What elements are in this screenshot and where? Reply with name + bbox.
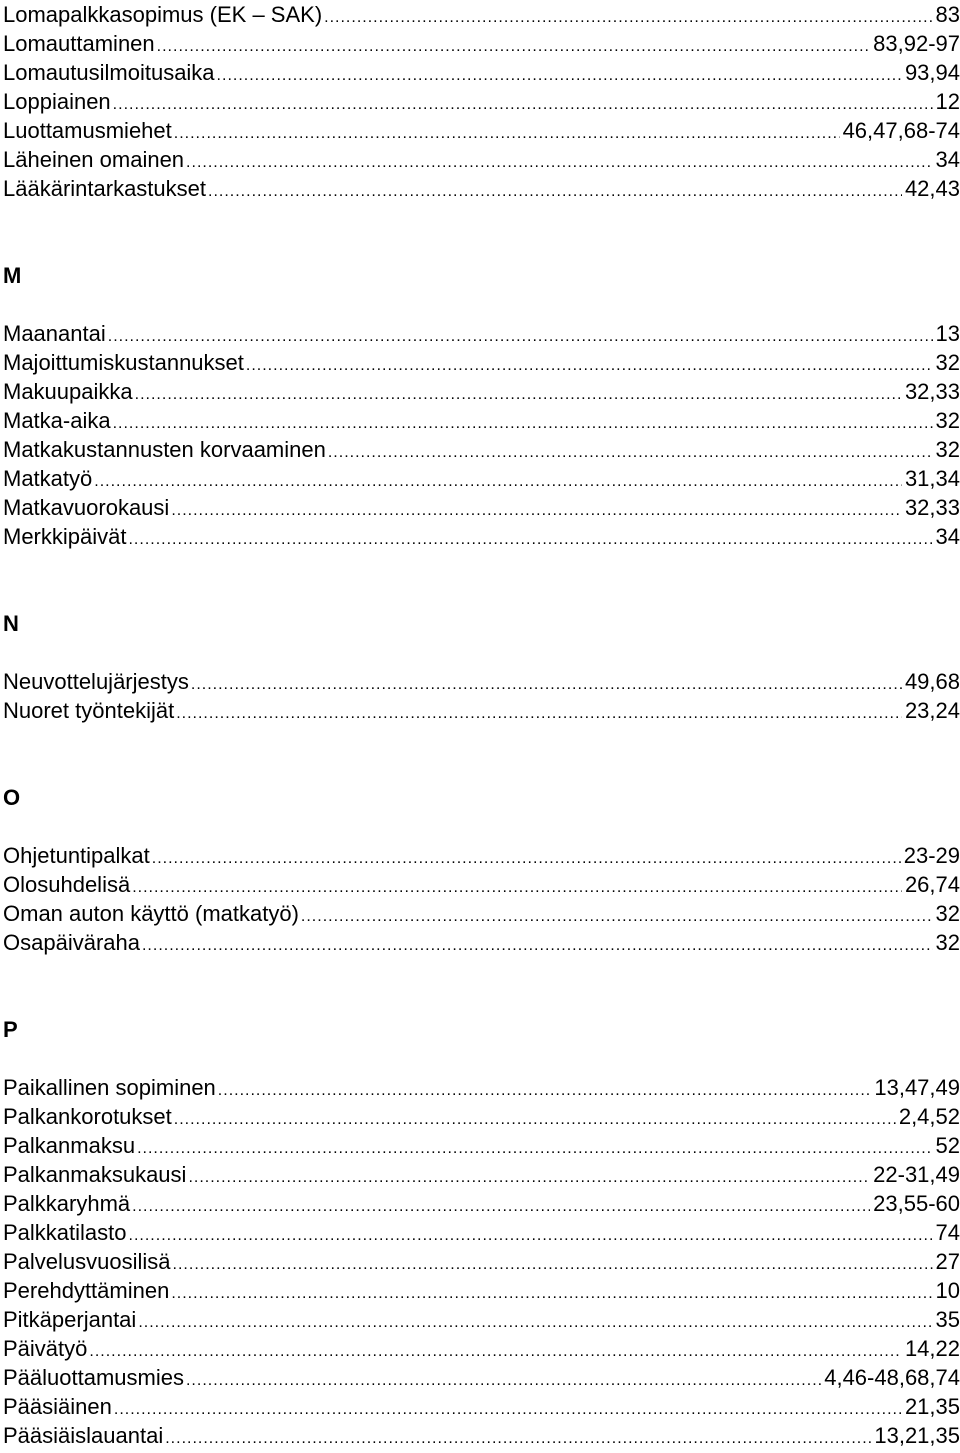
index-term: Ohjetuntipalkat <box>3 843 150 868</box>
dot-leader <box>208 177 902 206</box>
page-references: 52 <box>935 1133 960 1158</box>
page-references: 83 <box>935 2 960 27</box>
index-term: Makuupaikka <box>3 379 133 404</box>
index-term: Matkavuorokausi <box>3 495 170 520</box>
index-entry <box>3 435 960 464</box>
section-heading-p: P <box>3 1017 18 1042</box>
index-term: Paikallinen sopiminen <box>3 1075 216 1100</box>
dot-leader <box>108 322 933 351</box>
dot-leader <box>301 902 933 931</box>
index-entry <box>3 1276 960 1305</box>
page-references: 26,74 <box>904 872 960 897</box>
page-references: 32,33 <box>904 379 960 404</box>
index-entry <box>3 1218 960 1247</box>
alphabetical-index <box>3 0 960 1450</box>
index-entry <box>3 1131 960 1160</box>
index-entry <box>3 841 960 870</box>
index-entry <box>3 145 960 174</box>
page-references: 14,22 <box>904 1336 960 1361</box>
index-term: Lomauttaminen <box>3 31 155 56</box>
index-entry <box>3 319 960 348</box>
index-term: Palkanmaksukausi <box>3 1162 187 1187</box>
index-term: Majoittumiskustannukset <box>3 350 244 375</box>
index-term: Lomapalkkasopimus (EK – SAK) <box>3 2 323 27</box>
index-term: Palkkatilasto <box>3 1220 127 1245</box>
page-references: 93,94 <box>904 60 960 85</box>
page-references: 22-31,49 <box>873 1162 960 1187</box>
index-entry <box>3 116 960 145</box>
index-term: Palvelusvuosilisä <box>3 1249 171 1274</box>
page-references: 46,47,68-74 <box>842 118 960 143</box>
index-entry <box>3 348 960 377</box>
page-references: 13,21,35 <box>874 1423 960 1448</box>
page-references: 32 <box>935 437 960 462</box>
dot-leader <box>142 931 933 960</box>
section-heading-m: M <box>3 263 22 288</box>
index-entry <box>3 464 960 493</box>
dot-leader <box>328 438 933 467</box>
dot-leader <box>191 670 902 699</box>
section-spacer <box>3 203 960 261</box>
dot-leader <box>114 1395 902 1424</box>
index-term: Maanantai <box>3 321 106 346</box>
index-term: Pääluottamusmies <box>3 1365 184 1390</box>
page-references: 12 <box>935 89 960 114</box>
index-entry <box>3 870 960 899</box>
dot-leader <box>94 467 902 496</box>
index-term: Osapäiväraha <box>3 930 140 955</box>
page-references: 42,43 <box>904 176 960 201</box>
index-term: Oman auton käyttö (matkatyö) <box>3 901 299 926</box>
index-term: Päivätyö <box>3 1336 88 1361</box>
index-term: Loppiainen <box>3 89 111 114</box>
dot-leader <box>171 496 902 525</box>
dot-leader <box>246 351 933 380</box>
page-references: 32 <box>935 901 960 926</box>
index-entry <box>3 1102 960 1131</box>
section-spacer <box>3 551 960 609</box>
index-term: Nuoret työntekijät <box>3 698 175 723</box>
page-references: 35 <box>935 1307 960 1332</box>
dot-leader <box>173 1250 933 1279</box>
index-entry <box>3 1392 960 1421</box>
dot-leader <box>174 1105 896 1134</box>
section-spacer <box>3 957 960 1015</box>
dot-leader <box>137 1134 932 1163</box>
dot-leader <box>157 32 870 61</box>
index-term: Merkkipäivät <box>3 524 127 549</box>
dot-leader <box>186 148 932 177</box>
index-entry <box>3 1334 960 1363</box>
page-references: 32 <box>935 930 960 955</box>
index-entry <box>3 1073 960 1102</box>
index-term: Läheinen omainen <box>3 147 185 172</box>
dot-leader <box>113 409 933 438</box>
index-entry <box>3 87 960 116</box>
page-references: 23,24 <box>904 698 960 723</box>
index-entry <box>3 1363 960 1392</box>
index-entry <box>3 0 960 29</box>
index-entry <box>3 29 960 58</box>
page-references: 2,4,52 <box>898 1104 960 1129</box>
page-references: 83,92-97 <box>873 31 960 56</box>
dot-leader <box>89 1337 902 1366</box>
index-term: Palkkaryhmä <box>3 1191 131 1216</box>
dot-leader <box>176 699 902 728</box>
index-term: Pitkäperjantai <box>3 1307 137 1332</box>
index-term: Luottamusmiehet <box>3 118 172 143</box>
dot-leader <box>171 1279 932 1308</box>
page-references: 31,34 <box>904 466 960 491</box>
page-references: 23,55-60 <box>873 1191 960 1216</box>
dot-leader <box>138 1308 932 1337</box>
index-entry <box>3 58 960 87</box>
dot-leader <box>218 1076 872 1105</box>
dot-leader <box>113 90 933 119</box>
index-term: Matkakustannusten korvaaminen <box>3 437 326 462</box>
page-references: 4,46-48,68,74 <box>824 1365 960 1390</box>
dot-leader <box>186 1366 821 1395</box>
index-entry <box>3 1421 960 1450</box>
index-entry <box>3 1305 960 1334</box>
dot-leader <box>188 1163 870 1192</box>
section-heading-n: N <box>3 611 19 636</box>
page-references: 10 <box>935 1278 960 1303</box>
index-term: Perehdyttäminen <box>3 1278 170 1303</box>
page-references: 32,33 <box>904 495 960 520</box>
index-entry <box>3 899 960 928</box>
dot-leader <box>174 119 840 148</box>
section-spacer <box>3 725 960 783</box>
dot-leader <box>128 525 932 554</box>
index-term: Pääsiäislauantai <box>3 1423 164 1448</box>
page-references: 34 <box>935 147 960 172</box>
index-term: Palkankorotukset <box>3 1104 172 1129</box>
dot-leader <box>135 380 902 409</box>
page-references: 32 <box>935 408 960 433</box>
dot-leader <box>152 844 901 873</box>
page-references: 32 <box>935 350 960 375</box>
section-spacer <box>3 290 960 319</box>
section-heading-o: O <box>3 785 21 810</box>
index-entry <box>3 1160 960 1189</box>
dot-leader <box>132 873 902 902</box>
page-references: 49,68 <box>904 669 960 694</box>
index-entry <box>3 928 960 957</box>
index-term: Lomautusilmoitusaika <box>3 60 215 85</box>
section-spacer <box>3 638 960 667</box>
page-references: 13,47,49 <box>874 1075 960 1100</box>
index-term: Matka-aika <box>3 408 111 433</box>
page-references: 21,35 <box>904 1394 960 1419</box>
index-entry <box>3 493 960 522</box>
page-references: 27 <box>935 1249 960 1274</box>
dot-leader <box>129 1221 933 1250</box>
index-term: Pääsiäinen <box>3 1394 112 1419</box>
index-term: Palkanmaksu <box>3 1133 136 1158</box>
index-entry <box>3 377 960 406</box>
page-references: 13 <box>935 321 960 346</box>
section-spacer <box>3 812 960 841</box>
page-references: 34 <box>935 524 960 549</box>
index-entry <box>3 522 960 551</box>
index-entry <box>3 406 960 435</box>
page-references: 74 <box>935 1220 960 1245</box>
index-entry <box>3 1189 960 1218</box>
index-entry <box>3 1247 960 1276</box>
index-entry <box>3 696 960 725</box>
index-entry <box>3 174 960 203</box>
dot-leader <box>165 1424 871 1453</box>
dot-leader <box>217 61 902 90</box>
dot-leader <box>132 1192 870 1221</box>
index-term: Matkatyö <box>3 466 93 491</box>
page-references: 23-29 <box>903 843 960 868</box>
index-entry <box>3 667 960 696</box>
section-spacer <box>3 1044 960 1073</box>
index-term: Neuvottelujärjestys <box>3 669 189 694</box>
dot-leader <box>324 3 932 32</box>
index-term: Lääkärintarkastukset <box>3 176 206 201</box>
index-term: Olosuhdelisä <box>3 872 131 897</box>
